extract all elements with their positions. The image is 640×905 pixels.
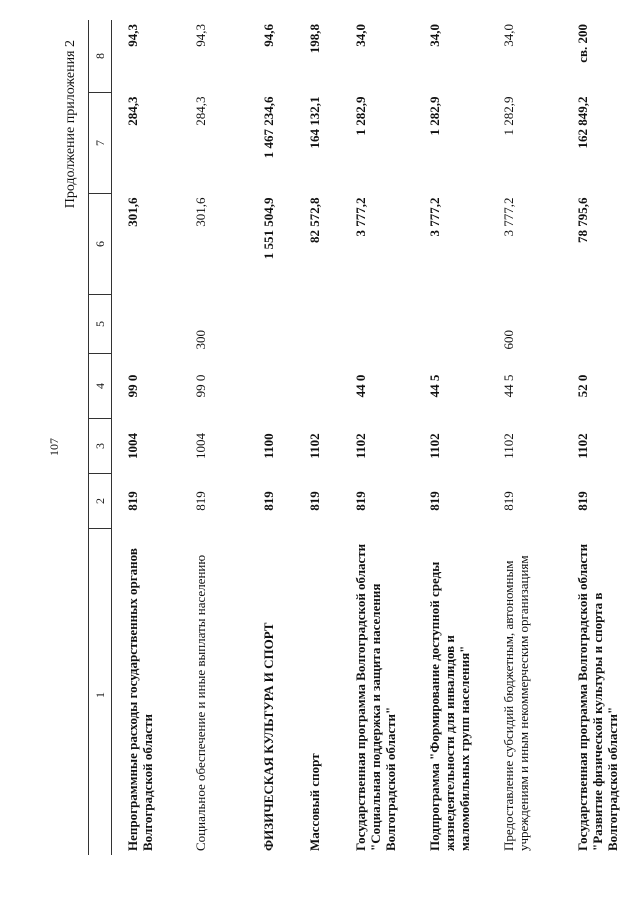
cell-percent: 94,3: [125, 24, 140, 47]
table-row: [180, 20, 248, 855]
cell-expense-type: [294, 295, 340, 354]
cell-percent: 34,0: [353, 24, 368, 47]
cell-planned: 301,6: [125, 197, 140, 227]
table-row: [340, 20, 414, 855]
cell-percent: св. 200: [575, 24, 590, 63]
appendix-caption: Продолжение приложения 2: [63, 40, 78, 209]
cell-expense-type: [340, 295, 414, 354]
cell-section-code: 1004: [193, 433, 208, 459]
cell-target-code: 44 0: [353, 374, 368, 398]
row-name: ФИЗИЧЕСКАЯ КУЛЬТУРА И СПОРТ: [261, 622, 276, 851]
table-row: [488, 20, 562, 855]
cell-executed: 1 282,9: [501, 96, 516, 136]
cell-percent: 34,0: [427, 24, 442, 47]
cell-executed: 162 849,2: [575, 96, 590, 149]
column-header-6: 6: [89, 194, 112, 295]
cell-percent: 94,3: [193, 24, 208, 47]
cell-planned: 78 795,6: [575, 197, 590, 243]
row-name: Подпрограмма "Формирование доступной среды жизнедеятельности для инвалидов и маломобильных групп населения": [427, 561, 472, 851]
column-header-5: 5: [89, 295, 112, 354]
row-name: Государственная программа Волгоградской области "Социальная поддержка и защита населения Волгоградской области": [353, 543, 398, 851]
cell-ministry-code: 819: [261, 491, 276, 511]
cell-section-code: 1102: [307, 433, 322, 459]
cell-target-code: [248, 354, 294, 419]
cell-expense-type: [562, 295, 636, 354]
cell-section-code: 1102: [575, 433, 590, 459]
cell-ministry-code: 819: [575, 491, 590, 511]
cell-executed: 284,3: [193, 96, 208, 126]
cell-executed: 284,3: [125, 96, 140, 126]
cell-expense-type: 300: [193, 330, 208, 350]
cell-ministry-code: 819: [353, 491, 368, 511]
cell-planned: 3 777,2: [353, 197, 368, 237]
cell-ministry-code: 819: [193, 491, 208, 511]
row-name: Государственная программа Волгоградской области "Развитие физической культуры и спорта в Волгоградской области": [575, 543, 620, 851]
cell-ministry-code: 819: [427, 491, 442, 511]
cell-planned: 301,6: [193, 197, 208, 227]
table-row: [414, 20, 488, 855]
header-row: [89, 20, 112, 855]
table-row: [562, 20, 636, 855]
cell-executed: 1 467 234,6: [261, 96, 276, 159]
cell-planned: 3 777,2: [427, 197, 442, 237]
page-number: 107: [47, 438, 61, 456]
cell-ministry-code: 819: [501, 491, 516, 511]
cell-percent: 198,8: [307, 24, 322, 54]
table-row: [112, 20, 181, 855]
column-header-3: 3: [89, 419, 112, 474]
cell-executed: 164 132,1: [307, 96, 322, 149]
row-name: Социальное обеспечение и иные выплаты населению: [193, 554, 208, 851]
cell-section-code: 1102: [427, 433, 442, 459]
cell-expense-type: [414, 295, 488, 354]
cell-expense-type: [112, 295, 181, 354]
column-header-8: 8: [89, 20, 112, 93]
cell-expense-type: [248, 295, 294, 354]
cell-section-code: 1004: [125, 433, 140, 459]
cell-target-code: 99 0: [193, 374, 208, 398]
column-header-2: 2: [89, 474, 112, 529]
cell-ministry-code: 819: [307, 491, 322, 511]
cell-section-code: 1102: [353, 433, 368, 459]
cell-target-code: 44 5: [501, 374, 516, 398]
column-header-7: 7: [89, 93, 112, 194]
cell-target-code: 99 0: [125, 374, 140, 398]
cell-target-code: [294, 354, 340, 419]
cell-planned: 82 572,8: [307, 197, 322, 243]
row-name: Непрограммные расходы государственных органов Волгоградской области: [125, 548, 155, 851]
cell-section-code: 1100: [261, 433, 276, 459]
cell-target-code: 44 5: [427, 374, 442, 398]
cell-ministry-code: 819: [125, 491, 140, 511]
cell-executed: 1 282,9: [353, 96, 368, 136]
cell-section-code: 1102: [501, 433, 516, 459]
cell-expense-type: 600: [501, 330, 516, 350]
column-header-1: 1: [89, 529, 112, 856]
table-row: [248, 20, 294, 855]
cell-planned: 1 551 504,9: [261, 197, 276, 260]
table-row: [294, 20, 340, 855]
budget-table: [88, 20, 636, 855]
row-name: Предоставление субсидий бюджетным, автономным учреждениям и иным некоммерческим организациям: [501, 555, 531, 851]
cell-percent: 34,0: [501, 24, 516, 47]
row-name: Массовый спорт: [307, 753, 322, 851]
column-header-4: 4: [89, 354, 112, 419]
cell-percent: 94,6: [261, 24, 276, 47]
cell-executed: 1 282,9: [427, 96, 442, 136]
cell-planned: 3 777,2: [501, 197, 516, 237]
cell-target-code: 52 0: [575, 374, 590, 398]
